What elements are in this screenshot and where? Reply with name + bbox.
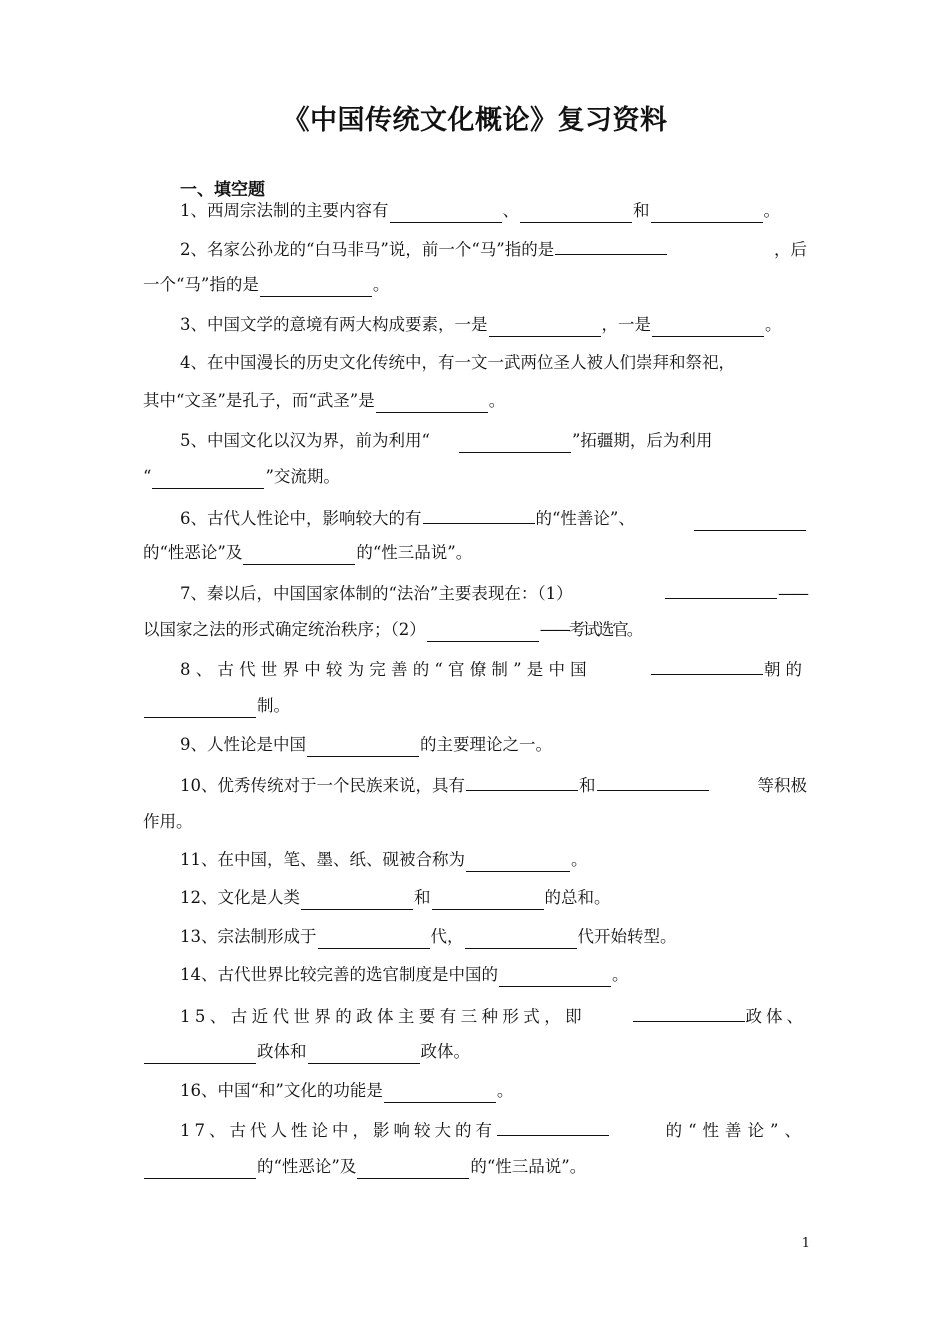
answer-blank [466, 853, 570, 872]
question-8-continued [143, 694, 807, 718]
answer-blank [465, 930, 577, 949]
question-text: 13、宗法制形成于 [180, 927, 317, 946]
question-text: —— [778, 584, 807, 603]
question-3 [180, 313, 807, 337]
question-text: ”拓疆期，后为利用 [571, 431, 713, 450]
question-6-continued [143, 541, 807, 565]
question-text: 的“性善论”、 [535, 509, 635, 528]
question-17 [180, 1117, 807, 1143]
question-text: 10、优秀传统对于一个民族来说，具有 [180, 776, 465, 795]
question-text: 15、古近代世界的政体主要有三种形式，即 [180, 1007, 586, 1026]
question-15 [180, 1003, 807, 1029]
question-text: 、 [502, 201, 519, 220]
answer-blank [376, 394, 488, 413]
answer-blank [390, 204, 502, 223]
question-text: 的主要理论之一。 [420, 735, 552, 754]
question-2-continued [143, 273, 807, 297]
answer-blank [651, 204, 763, 223]
question-16 [180, 1079, 807, 1103]
question-text: 作用。 [143, 812, 193, 831]
answer-blank [499, 968, 611, 987]
question-text: 11、在中国，笔、墨、纸、砚被合称为 [180, 850, 465, 869]
question-6 [180, 505, 807, 531]
question-text: ”交流期。 [265, 467, 340, 486]
question-text: 9、人性论是中国 [180, 735, 306, 754]
question-text: 和 [633, 201, 650, 220]
question-text: 17、古代人性论中，影响较大的有 [180, 1121, 496, 1140]
question-text: 和 [579, 776, 596, 795]
question-13 [180, 925, 807, 949]
answer-blank [307, 738, 419, 757]
question-text: 的“性恶论”及 [257, 1157, 357, 1176]
question-text: 1、西周宗法制的主要内容有 [180, 201, 389, 220]
question-text: 的总和。 [544, 888, 611, 907]
answer-blank [152, 470, 264, 489]
question-4-continued [143, 389, 807, 413]
question-1 [180, 199, 807, 223]
question-text: ，后 [774, 240, 807, 259]
answer-blank [597, 772, 709, 791]
question-10-continued [143, 810, 807, 834]
answer-blank [427, 623, 539, 642]
question-text: 政体和 [257, 1042, 307, 1061]
question-text: 政体。 [420, 1042, 470, 1061]
answer-blank [520, 204, 632, 223]
page-number: 1 [801, 1236, 810, 1251]
question-text: 。 [496, 1081, 514, 1100]
question-text: 14、古代世界比较完善的选官制度是中国的 [180, 965, 498, 984]
question-text: 7、秦以后，中国国家体制的“法治”主要表现在：（1） [180, 584, 573, 603]
section-heading: 一、填空题 [180, 180, 265, 200]
question-text: 。 [488, 391, 506, 410]
answer-blank [497, 1117, 609, 1136]
question-text: 一个“马”指的是 [143, 275, 259, 294]
answer-blank [633, 1003, 745, 1022]
answer-blank [651, 656, 763, 675]
question-text: 8、古代世界中较为完善的“官僚制”是中国 [180, 660, 592, 679]
answer-blank [260, 278, 372, 297]
document-title: 《中国传统文化概论》复习资料 [282, 105, 668, 136]
question-text: 。 [571, 850, 588, 869]
question-12 [180, 886, 807, 910]
answer-blank [308, 1045, 420, 1064]
answer-blank [384, 1084, 496, 1103]
answer-blank [144, 1045, 256, 1064]
answer-blank [652, 318, 764, 337]
answer-blank [357, 1160, 469, 1179]
question-text: 和 [414, 888, 431, 907]
question-17-continued [143, 1155, 807, 1179]
question-14 [180, 963, 807, 987]
answer-blank [423, 505, 535, 524]
answer-blank [144, 1160, 256, 1179]
question-7-continued [143, 618, 807, 642]
answer-blank [466, 772, 578, 791]
question-5 [180, 429, 807, 453]
question-text: 以国家之法的形式确定统治秩序；（2） [143, 620, 426, 639]
question-text: 等积极 [757, 776, 807, 795]
question-text: “ [143, 467, 152, 486]
question-9 [180, 733, 807, 757]
question-text: 代开始转型。 [577, 927, 677, 946]
question-text: 朝的 [764, 660, 807, 679]
answer-blank [432, 891, 544, 910]
question-2 [180, 236, 807, 262]
answer-blank [665, 580, 777, 599]
question-text: 4、在中国漫长的历史文化传统中，有一文一武两位圣人被人们崇拜和祭祀， [180, 353, 735, 372]
question-text: 的“性恶论”及 [143, 543, 243, 562]
question-10 [180, 772, 807, 798]
question-text: 的“性善论”、 [665, 1121, 807, 1140]
answer-blank [555, 236, 667, 255]
question-text: 。 [612, 965, 629, 984]
question-text: 政体、 [745, 1007, 807, 1026]
answer-blank [694, 512, 806, 531]
question-text: 16、中国“和”文化的功能是 [180, 1081, 383, 1100]
question-8 [180, 656, 807, 682]
question-text: 。 [763, 201, 780, 220]
answer-blank [489, 318, 601, 337]
question-11 [180, 848, 807, 872]
question-text: 制。 [257, 696, 290, 715]
answer-blank [243, 546, 355, 565]
question-text: 的“性三品说”。 [356, 543, 473, 562]
question-text: ，一是 [601, 315, 651, 334]
question-text: 6、古代人性论中，影响较大的有 [180, 509, 422, 528]
question-4 [180, 351, 807, 375]
question-text: 2、名家公孙龙的“白马非马”说，前一个“马”指的是 [180, 240, 555, 259]
question-text: 。 [765, 315, 782, 334]
question-text: 。 [372, 275, 390, 294]
question-text: 代， [430, 927, 464, 946]
answer-blank [318, 930, 430, 949]
question-text: 5、中国文化以汉为界，前为利用“ [180, 431, 430, 450]
question-text: 的“性三品说”。 [470, 1157, 587, 1176]
question-5-continued [143, 465, 807, 489]
question-7 [180, 580, 807, 606]
question-text: 3、中国文学的意境有两大构成要素，一是 [180, 315, 488, 334]
question-text: ——考试选官。 [539, 620, 642, 639]
question-text: 其中“文圣”是孔子，而“武圣”是 [143, 391, 375, 410]
answer-blank [459, 434, 571, 453]
question-text: 12、文化是人类 [180, 888, 300, 907]
question-15-continued [143, 1040, 807, 1064]
answer-blank [301, 891, 413, 910]
answer-blank [144, 699, 256, 718]
